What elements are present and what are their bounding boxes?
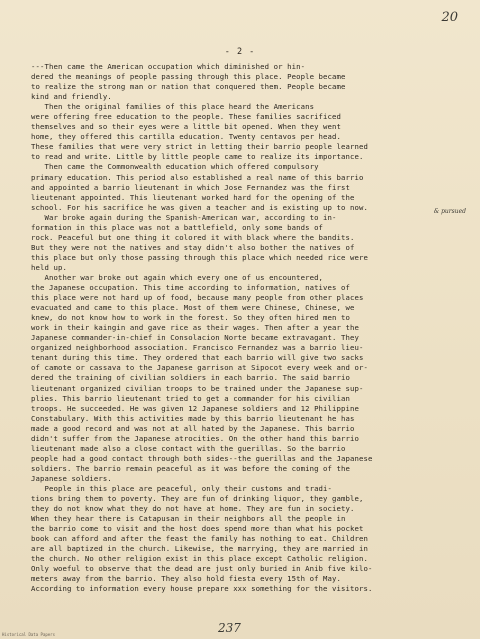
text-line: lieutenant organized civilian troops to be trained under the Japanese sup- — [31, 383, 364, 393]
text-line: of camote or cassava to the Japanese garrison at Sipocot every week and or- — [31, 363, 368, 373]
text-line: this place but only those passing through this place which needed rice were — [31, 252, 368, 262]
text-line: According to information every house prepare xxx something for the visitors. — [31, 584, 373, 594]
text-line: organized neighborhood association. Francisco Fernandez was a barrio lieu- — [31, 343, 364, 353]
text-line: Japanese commander-in-chief in Consolacion Norte became extravagant. They — [31, 333, 359, 343]
text-line: dered the training of civilian soldiers in each barrio. The said barrio — [31, 373, 351, 383]
text-line: ---Then came the American occupation which diminished or hin- — [31, 62, 306, 71]
text-line: lieutenant made also a close contact with the guerillas. So the barrio — [31, 443, 346, 453]
page-number-handwritten: 20 — [441, 10, 458, 25]
text-line: Then came the Commonwealth education which offered compulsory — [31, 162, 319, 172]
text-line: this place were not hard up of food, because many people from other places — [31, 293, 364, 303]
text-line: rock. Peaceful but one thing it colored it with black where the bandits. — [31, 232, 355, 242]
text-line: school. For his sacrifice he was given a teacher and is existing up to now. — [31, 202, 368, 212]
text-line: War broke again during the Spanish-American war, according to in- — [31, 212, 337, 222]
text-line: dered the meanings of people passing through this place. People became — [31, 72, 346, 82]
page-marker: - 2 - — [224, 47, 256, 57]
text-line: Then the original families of this place heard the Americans — [31, 102, 315, 112]
text-line: they do not know what they do not have at home. They are fun in society. — [31, 504, 355, 514]
text-line: soldiers. The barrio remain peaceful as it was before the coming of the — [31, 463, 351, 473]
text-line: home, they offered this cartilla education. Twenty centavos per head. — [31, 132, 342, 142]
text-line: Only woeful to observe that the dead are just only buried in Anib five kilo- — [31, 564, 373, 574]
text-line: were offering free education to the people. These families sacrificed — [31, 112, 342, 122]
text-line: to realize the strong man or nation that conquered them. People became — [31, 82, 346, 92]
text-line: troops. He succeeded. He was given 12 Japanese soldiers and 12 Philippine — [31, 403, 359, 413]
text-line: made a good record and was not at all hated by the Japanese. This barrio — [31, 423, 355, 433]
text-line: themselves and so their eyes were a little bit opened. When they went — [31, 122, 342, 132]
text-line: the Japanese occupation. This time according to information, natives of — [31, 283, 351, 293]
archive-page-number: 237 — [218, 621, 241, 635]
text-line: work in their kaingin and gave rice as their wages. Then after a year the — [31, 323, 359, 333]
text-line: Another war broke out again which every one of us encountered, — [31, 272, 324, 282]
text-line: meters away from the barrio. They also hold fiesta every 15th of May. — [31, 574, 342, 584]
archive-label: Historical Data Papers — [2, 632, 55, 637]
text-line: Japanese soldiers. — [31, 473, 112, 483]
text-line: evacuated and came to this place. Most of them were Chinese, Chinese, we — [31, 303, 355, 313]
text-line: are all baptized in the church. Likewise, the marrying, they are married in — [31, 544, 368, 554]
text-line: plies. This barrio lieutenant tried to get a commander for his civilian — [31, 393, 351, 403]
text-line: held up. — [31, 262, 67, 272]
text-line: didn't suffer from the Japanese atrocities. On the other hand this barrio — [31, 433, 359, 443]
text-line: primary education. This period also established a real name of this barrio — [31, 172, 364, 182]
text-line: tenant during this time. They ordered that each barrio will give two sacks — [31, 353, 364, 363]
text-line: to read and write. Little by little people came to realize its importance. — [31, 152, 364, 162]
text-line: When they hear there is Catapusan in their neighbors all the people in — [31, 514, 346, 524]
text-line: formation in this place was not a battlefield, only some bands of — [31, 222, 324, 232]
text-line: book can afford and after the feast the family has nothing to eat. Children — [31, 534, 368, 544]
text-line: These families that were very strict in letting their barrio people learned — [31, 142, 368, 152]
text-line: and appointed a barrio lieutenant in which Jose Fernandez was the first — [31, 182, 351, 192]
text-line: tions bring them to poverty. They are fun of drinking liquor, they gamble, — [31, 494, 364, 504]
text-line: lieutenant appointed. This lieutenant worked hard for the opening of the — [31, 192, 355, 202]
typed-body-text — [31, 62, 471, 594]
text-line: People in this place are peaceful, only their customs and tradi- — [31, 483, 333, 493]
text-line: the barrio come to visit and the host does spend more than what his pocket — [31, 524, 364, 534]
text-line: the church. No other religion exist in this place except Catholic religion. — [31, 554, 368, 564]
text-line: kind and friendly. — [31, 92, 112, 102]
text-line: But they were not the natives and stay didn't also bother the natives of — [31, 242, 355, 252]
margin-annotation: & pursued — [433, 208, 466, 215]
text-line: people had a good contact through both sides--the guerillas and the Japanese — [31, 453, 373, 463]
text-line: Constabulary. With this activities made by this barrio lieutenant he has — [31, 413, 355, 423]
text-line: knew, do not know how to work in the forest. So they often hired men to — [31, 313, 351, 323]
